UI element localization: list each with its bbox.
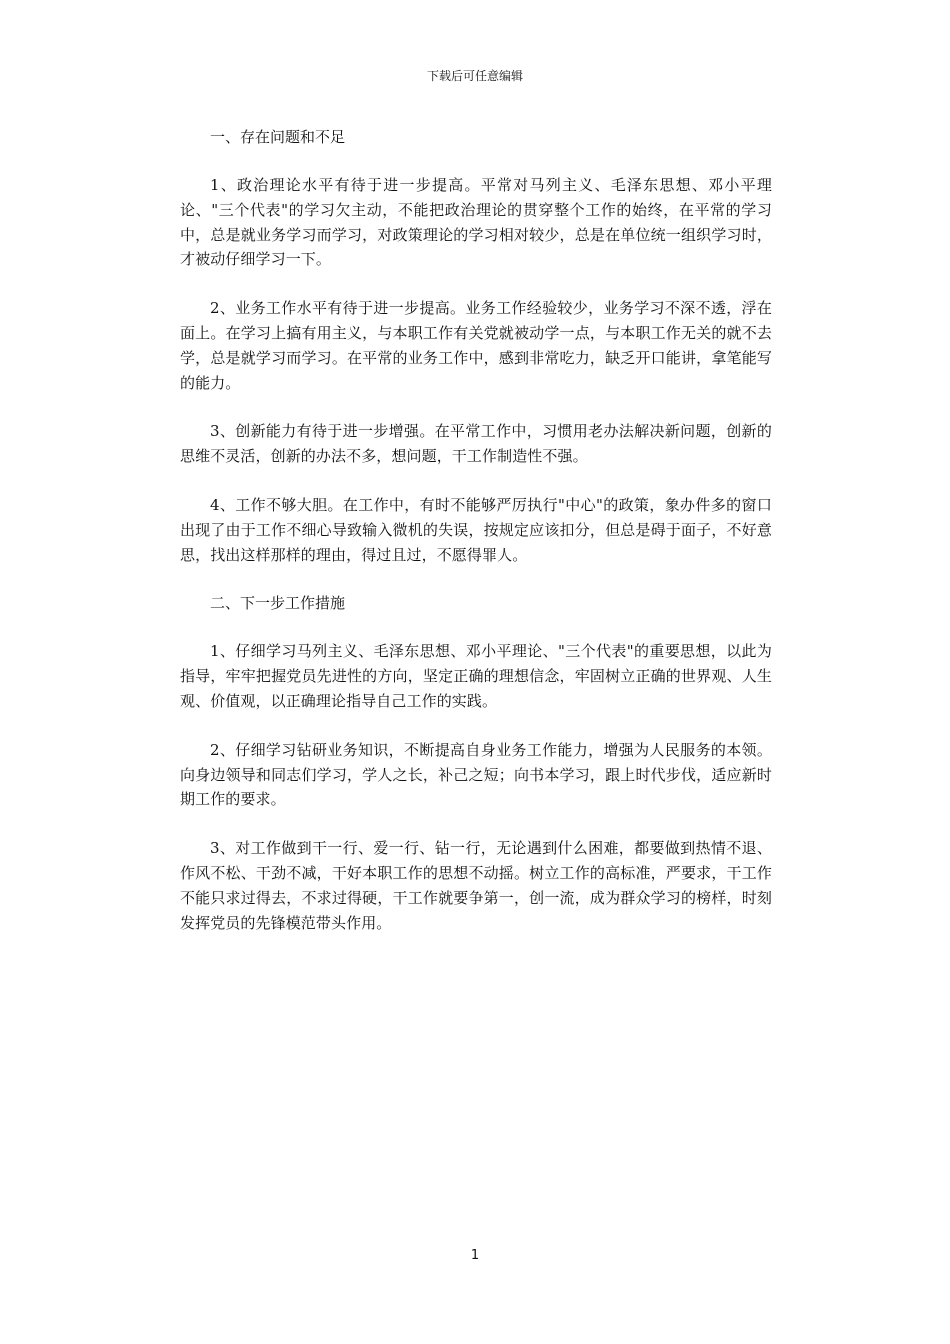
section-heading: 二、下一步工作措施: [210, 594, 346, 613]
paragraph: 2、业务工作水平有待于进一步提高。业务工作经验较少，业务学习不深不透，浮在面上。在学习上搞有用主义，与本职工作有关党就被动学一点，与本职工作无关的就不去学，总是就学习而学习。在平常的业务工作中，感到非常吃力，缺乏开口能讲，拿笔能写的能力。: [180, 299, 772, 392]
paragraph: 3、对工作做到干一行、爱一行、钻一行，无论遇到什么困难，都要做到热情不退、作风不松、干劲不减，干好本职工作的思想不动摇。树立工作的高标准，严要求，干工作不能只求过得去，不求过得硬，干工作就要争第一，创一流，成为群众学习的榜样，时刻发挥党员的先锋模范带头作用。: [180, 839, 772, 932]
page-number: 1: [470, 1248, 480, 1263]
paragraph: 1、政治理论水平有待于进一步提高。平常对马列主义、毛泽东思想、邓小平理论、"三个代表"的学习欠主动，不能把政治理论的贯穿整个工作的始终，在平常的学习中，总是就业务学习而学习，对政策理论的学习相对较少，总是在单位统一组织学习时，才被动仔细学习一下。: [180, 176, 772, 269]
paragraph: 4、工作不够大胆。在工作中，有时不能够严厉执行"中心"的政策，象办件多的窗口出现了由于工作不细心导致输入微机的失误，按规定应该扣分，但总是碍于面子，不好意思，找出这样那样的理由，得过且过，不愿得罪人。: [180, 495, 772, 564]
paragraph: 3、创新能力有待于进一步增强。在平常工作中，习惯用老办法解决新问题，创新的思维不灵活，创新的办法不多，想问题，干工作制造性不强。: [180, 422, 772, 466]
page-header: 下载后可任意编辑: [426, 69, 523, 83]
document-body: [180, 125, 772, 959]
paragraph: 1、仔细学习马列主义、毛泽东思想、邓小平理论、"三个代表"的重要思想，以此为指导，牢牢把握党员先进性的方向，坚定正确的理想信念，牢固树立正确的世界观、人生观、价值观，以正确理论指导自己工作的实践。: [180, 642, 772, 710]
paragraph: 2、仔细学习钻研业务知识，不断提高自身业务工作能力，增强为人民服务的本领。向身边领导和同志们学习，学人之长，补己之短；向书本学习，跟上时代步伐，适应新时期工作的要求。: [180, 740, 772, 809]
section-heading: 一、存在问题和不足: [210, 128, 346, 146]
